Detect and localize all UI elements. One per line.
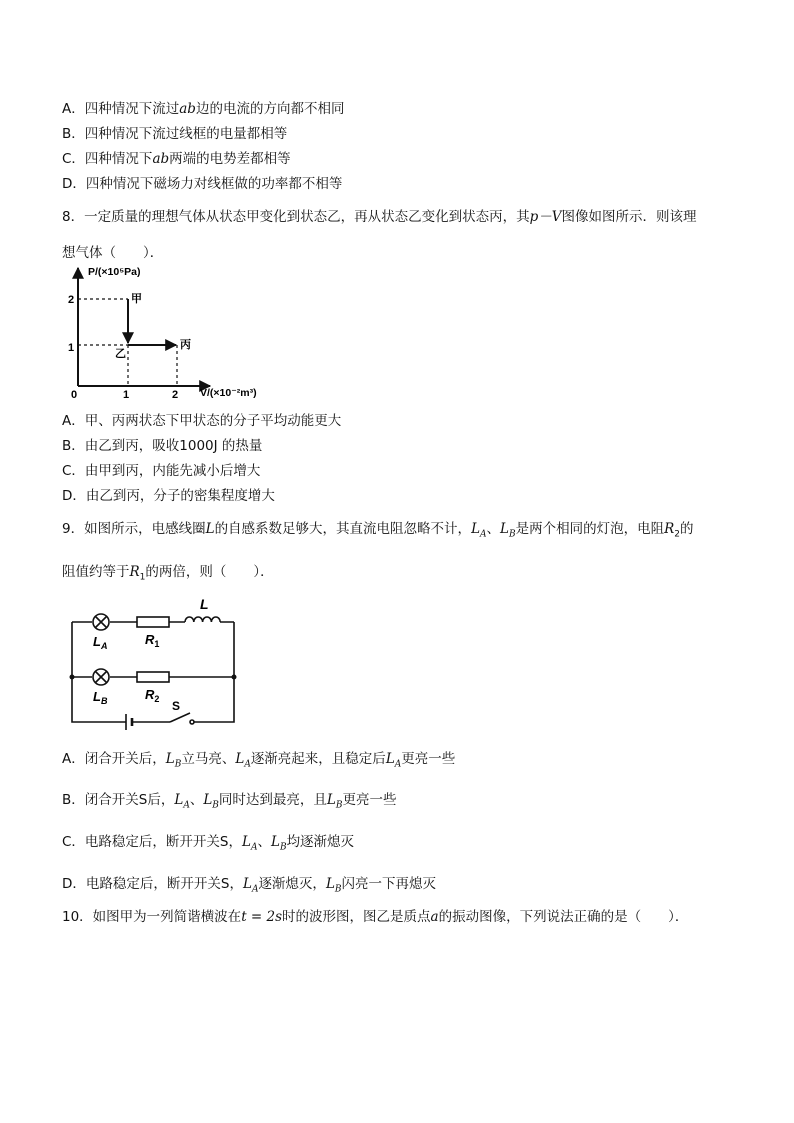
q9-text-2: 的自感系数足够大，其直流电阻忽略不计， [214,521,472,537]
q9-opt-b-la: L [174,792,184,808]
pv-state-yi: 乙 [115,348,126,360]
q9-opt-b-lb-2-sub: B [335,800,343,811]
q9-opt-a-la-2: L [385,751,395,767]
q9-opt-d-lb: L [325,876,335,892]
q9-sep: 、 [486,521,501,537]
q8-stem-line1 [62,205,697,225]
q9-opt-b-lb: L [203,792,213,808]
q9-var-r1: R [129,564,140,580]
q9-opt-d-text-2: 逐渐熄灭， [258,876,326,892]
inductor-l-icon [185,617,220,622]
inductor-l-label: L [200,596,209,612]
q9-opt-d-text-3: 闪亮一下再熄灭 [341,876,437,892]
switch-s-contact [190,720,194,724]
q9-opt-b-text: B．闭合开关S后， [62,792,175,808]
pv-x-tick-2: 2 [172,389,179,401]
q9-opt-a-la-2-sub: A [394,759,402,770]
q9-opt-c-la: L [242,834,251,850]
q9-var-r2-sub: 2 [674,529,681,540]
q9-opt-d-text: D．电路稳定后，断开开关S， [62,876,243,892]
q10-text: 10．如图甲为一列简谐横波在 [62,909,242,925]
pv-y-tick-2: 2 [68,294,75,306]
q9-stem-line1 [62,517,694,540]
q9-var-la: L [471,521,481,537]
resistor-r1-icon [137,617,169,627]
q9-opt-b-la-sub: A [183,800,190,811]
q7-option-b: B．四种情况下流过线框的电量都相等 [62,126,288,142]
switch-s-label: S [172,699,181,713]
q9-opt-d-lb-sub: B [334,884,342,895]
resistor-r1-label: $R_1$ [145,632,160,649]
q9-opt-a-text: A．闭合开关后， [62,751,166,767]
q9-opt-a-lb: L [165,751,175,767]
q9-opt-b-lb-sub: B [212,800,219,811]
pv-state-jia: 甲 [131,293,142,305]
q8-pv-symbol: p－V [529,209,562,225]
q9-var-lb-sub: B [509,529,516,540]
q9-text-3: 是两个相同的灯泡，电阻 [515,521,665,537]
q9-var-lb: L [500,521,509,537]
q9-opt-b-text-2: 同时达到最亮，且 [218,792,327,808]
q7-option-a-text: A．四种情况下流过 [62,101,180,117]
q8-option-d: D．由乙到丙，分子的密集程度增大 [62,488,275,504]
lamp-la-label: $L_A$ [93,634,108,651]
pv-x-axis-label: V/(×10⁻²m³) [200,387,257,399]
q9-var-r2: R [664,521,675,537]
q9-opt-c-lb: L [270,834,280,850]
resistor-r2-label: $R_2$ [145,687,160,704]
junction-left [70,675,75,680]
q9-opt-a-lb-sub: B [174,759,182,770]
q9-opt-c-text: C．电路稳定后，断开开关S， [62,834,242,850]
q8-stem-text: 8．一定质量的理想气体从状态甲变化到状态乙，再从状态乙变化到状态丙，其 [62,209,530,225]
q9-option-a [62,747,455,770]
q9-var-la-sub: A [480,529,487,540]
q9-var-r1-sub: 1 [139,572,146,583]
q10-text-3: 的振动图像，下列说法正确的是（ ）． [438,909,689,925]
q9-var-l: L [205,521,215,537]
q7-option-a [62,97,344,117]
q9-text: 9．如图所示，电感线圈 [62,521,206,537]
q9-opt-c-text-2: 均逐渐熄灭 [286,834,355,850]
q7-option-c-text: C．四种情况下 [62,151,153,167]
q9-opt-c-lb-sub: B [279,842,287,853]
pv-state-bing: 丙 [180,339,191,351]
q9-opt-d-la: L [242,876,252,892]
pv-y-tick-1: 1 [68,342,75,354]
q9-opt-a-la: L [235,751,245,767]
q9-opt-a-la-sub: A [244,759,251,770]
pv-y-axis-label: P/(×10⁵Pa) [88,266,141,278]
q9-option-b [62,788,397,811]
q10-time: t = 2s [241,909,283,925]
q9-opt-d-la-sub: A [251,884,259,895]
circuit-diagram [62,592,242,730]
q9-text-6: 的两倍，则（ ）． [145,564,274,580]
q9-text-4: 的 [680,521,694,537]
q10-stem [62,905,688,925]
q9-option-d [62,872,436,895]
q9-opt-c-la-sub: A [250,842,258,853]
q8-stem-text-2: 图像如图所示．则该理 [561,209,697,225]
q8-stem-line2: 想气体（ ）． [62,245,164,261]
q9-opt-a-text-3: 逐渐亮起来，且稳定后 [250,751,386,767]
q7-option-c-text-2: 两端的电势差都相等 [169,151,291,167]
q7-option-c [62,147,291,167]
q9-opt-a-text-2: 立马亮、 [181,751,236,767]
q7-option-a-text-2: 边的电流的方向都不相同 [195,101,345,117]
q7-option-c-var: ab [152,151,170,167]
q9-text-5: 阻值约等于 [62,564,130,580]
pv-graph [60,262,300,404]
q10-text-2: 时的波形图，图乙是质点 [282,909,431,925]
q9-option-c [62,830,354,853]
junction-right [232,675,237,680]
q8-option-b: B．由乙到丙，吸收1000J 的热量 [62,438,263,454]
q9-opt-c-sep: 、 [257,834,271,850]
q7-option-d: D．四种情况下磁场力对线框做的功率都不相等 [62,176,343,192]
resistor-r2-icon [137,672,169,682]
q8-option-a: A．甲、丙两状态下甲状态的分子平均动能更大 [62,413,342,429]
q10-point: a [430,909,439,925]
q9-opt-b-sep: 、 [189,792,204,808]
q9-opt-a-text-4: 更亮一些 [401,751,456,767]
switch-s-blade [170,713,190,722]
q7-option-a-var: ab [179,101,196,117]
q9-opt-b-text-3: 更亮一些 [342,792,397,808]
lamp-lb-label: $L_B$ [93,689,108,706]
q8-option-c: C．由甲到丙，内能先减小后增大 [62,463,261,479]
circuit-right-wire [194,622,234,722]
pv-x-tick-0: 0 [71,389,78,401]
pv-x-tick-1: 1 [123,389,130,401]
q9-opt-b-lb-2: L [326,792,336,808]
q9-stem-line2 [62,560,274,583]
